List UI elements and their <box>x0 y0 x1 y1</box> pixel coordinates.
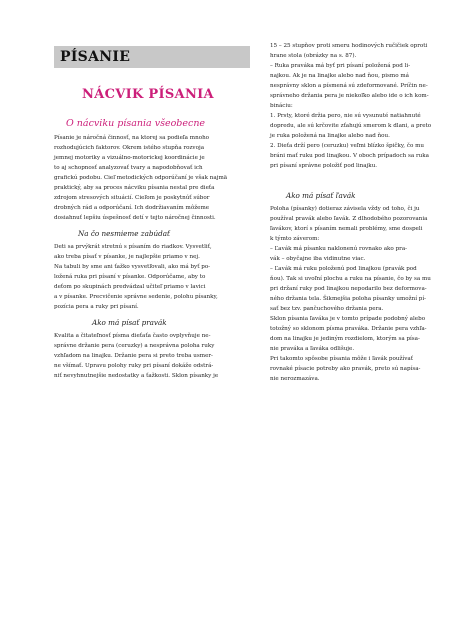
text-line: vzhľadom na linajku. Držanie pera si preto treba usmer- <box>54 353 213 359</box>
left-paragraph-3 <box>54 331 250 381</box>
text-line: praktický, aby sa proces nácviku písania nestal pre dieťa <box>54 185 215 191</box>
text-line: správne držanie pera (ceruzky) a nesprávna poloha ruky <box>54 343 215 349</box>
text-line: ného držania tela. Šikmejšia poloha písanky umožní pí- <box>270 296 427 302</box>
left-paragraph-1 <box>54 133 250 223</box>
text-line: pri držaní ruky pod linajkou nepodarilo bez deformova- <box>270 286 427 292</box>
text-line: používal pravák alebo ľavák. Z dlhodobého pozorovania <box>270 216 428 222</box>
text-line: správneho držania pera je niekoľko alebo ide o ich kom- <box>270 93 429 99</box>
text-line: 15 – 25 stupňov proti smeru hodinových ručičiek oproti <box>270 43 428 49</box>
text-line: dopredu, ale sú krčovite zťahujú smerom k dlani, a preto <box>270 123 432 129</box>
text-line: – Ľavák má písanku naklonenú rovnako ako pra- <box>270 246 408 252</box>
text-line: Kvalita a čitateľnosť písma dieťaťa často ovplyvňuje ne- <box>54 333 211 339</box>
text-line: zdrojom stresových situácií. Cieľom je poskytnúť súbor <box>54 195 210 201</box>
text-line: k týmto záverom: <box>270 236 320 242</box>
text-line: bráni mať ruku pod linajkou. V oboch prípadoch sa ruka <box>270 153 429 159</box>
text-line: ľavákov, ktorí s písaním nemali problémy, sme dospeli <box>270 226 423 232</box>
text-line: ložená ruka pri písaní v písanke. Odporúčame, aby to <box>54 274 206 280</box>
text-line: jemnej motoriky a vizuálno-motorickej koordinácie je <box>54 155 205 161</box>
text-line: sať bez tzv. pančuchového držania pera. <box>270 306 384 312</box>
text-line: rovnaké písacie potreby ako pravák, preto sú napísa- <box>270 366 421 372</box>
text-line: rozhodujúcich faktorov. Okrem istého stupňa rozvoja <box>54 145 205 151</box>
left-subheading-1: Na čo nesmieme zabúdať <box>78 229 170 238</box>
text-line: Deti sa prvýkrát stretnú s písaním do riadkov. Vysvetliť, <box>54 244 212 250</box>
right-heading: Ako má písať ľavák <box>286 191 356 200</box>
text-line: deťom po skupinách predvádzal učiteľ priamo v lavici <box>54 284 206 290</box>
text-line: ňou). Tak si uvoľní plochu a ruku na písanie, čo by sa mu <box>270 276 431 282</box>
text-line: 1. Prsty, ktoré držia pero, nie sú vysunuté natiahnuté <box>270 113 421 119</box>
text-line: – Ľavák má ruku položenú pod linajkou (pravák pod <box>270 266 417 272</box>
text-line: a v písanke. Precvičenie správne sedenie, polohu písanky, <box>54 294 218 300</box>
text-line: ako treba písať v písanke, je najlepšie priamo v nej. <box>54 254 200 260</box>
text-line: pri písaní správne položiť pod linajku. <box>270 163 378 169</box>
text-line: totožný so sklonom písma praváka. Držanie pera vzhľa- <box>270 326 427 332</box>
text-line: Na tabuli by sme ani ťažko vysvetľovali, ako má byť po- <box>54 264 211 270</box>
text-line: nie nerozmazáva. <box>270 376 320 382</box>
text-line: vák – obyčajne iba vidinutne viac. <box>270 256 366 262</box>
text-line: Poloha (písanky) dotieraz závisela vždy od toho, či ju <box>270 206 420 212</box>
text-line: Sklon písania ľaváka je v tomto prípade podobný alebo <box>270 316 426 322</box>
text-line: dosiahnuť lepšiu úspešnosť detí v tejto náročnej činnosti. <box>54 215 216 221</box>
right-paragraph-2 <box>270 204 446 384</box>
text-line: hrane stola (obrázky na s. 87). <box>270 53 357 59</box>
left-heading: O nácviku písania všeobecne <box>66 118 206 129</box>
text-line: 2. Dieťa drží pero (ceruzku) veľmi blízko špičky, čo mu <box>270 143 425 149</box>
text-line: je ruka položená na linajke alebo nad ňou. <box>270 133 390 139</box>
right-paragraph-1 <box>270 41 446 171</box>
section-title: PÍSANIE <box>60 49 131 65</box>
text-line: grafickú podobu. Cieľ metodických odporúčaní je však najmä <box>54 175 228 181</box>
text-line: ne všímať. Upravu polohy ruky pri písaní dokáže odstrá- <box>54 363 214 369</box>
text-line: Písanie je náročná činnosť, na ktorej sa podieľa mnoho <box>54 135 210 141</box>
text-line: bináciu: <box>270 103 293 109</box>
main-title: NÁCVIK PÍSANIA <box>82 87 214 102</box>
text-line: nesprávny sklon a písmená sú zdeformované. Príčin ne- <box>270 83 428 89</box>
text-line: niť nevyhnutnejšie nedostatky a ťažkosti. Sklon písanky je <box>54 373 219 379</box>
text-line: – Ruka praváka má byť pri písaní položená pod li- <box>270 63 411 69</box>
text-line: drobných rád a odporúčaní. Ich dodržiavaním môžeme <box>54 205 210 211</box>
text-line: pozícia pera a ruky pri písaní. <box>54 304 139 310</box>
text-line: Pri takomto spôsobe písania môže i ľavák používať <box>270 356 413 362</box>
text-line: to aj schopnosť analyzovať tvary a napodobňovať ich <box>54 165 203 171</box>
left-subheading-2: Ako má písať pravák <box>92 318 167 327</box>
text-line: najkou. Ak je na linajke alebo nad ňou, pismo má <box>270 73 409 79</box>
text-line: nie praváka a ľaváka odlišuje. <box>270 346 355 352</box>
left-paragraph-2 <box>54 242 250 312</box>
text-line: dom na linajku je jediným rozdielom, ktorým sa písa- <box>270 336 420 342</box>
